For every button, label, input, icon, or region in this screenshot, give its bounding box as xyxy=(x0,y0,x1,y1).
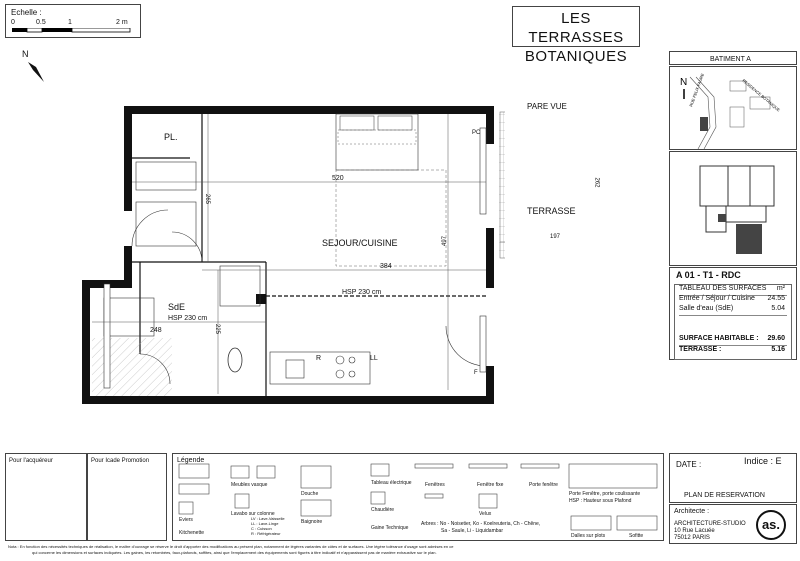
legend-item-dalles: Dalles sur plots xyxy=(571,533,606,539)
surfaces-unit: m² xyxy=(776,285,785,292)
plan-type-label: PLAN DE RESERVATION xyxy=(684,492,765,499)
architect-logo xyxy=(756,510,786,540)
legend-arbres2: Sa - Saule, Li - Liquidambar xyxy=(441,528,503,534)
legend-appliance-ll: LL : Lave-Linge xyxy=(251,521,279,526)
dim-197: 197 xyxy=(550,234,561,240)
legend-item-fenetres: Fenêtres xyxy=(425,482,445,488)
architect-logo-text: as. xyxy=(761,517,781,532)
legend-item-douche: Douche xyxy=(301,491,319,497)
scale-label: Echelle : xyxy=(11,8,42,17)
scale-tick-1: 1 xyxy=(68,19,72,26)
legend-item-sofitte: Sofitte xyxy=(629,533,644,539)
unit-sep1: - xyxy=(697,270,701,280)
scale-tick-05: 0.5 xyxy=(36,19,46,26)
surfaces-box xyxy=(669,267,797,360)
surface-row-value: 5.04 xyxy=(771,305,785,312)
habitable-value: 29.60 xyxy=(767,335,785,342)
north-label: N xyxy=(22,49,29,59)
surface-row-label: Salle d'eau (SdE) xyxy=(679,305,734,312)
architect-addr1: 10 Rue Lacuée xyxy=(674,528,715,534)
legend-appliance-c: C : Cuisson xyxy=(251,526,272,531)
date-label: DATE : xyxy=(676,460,702,469)
north-arrow xyxy=(14,50,54,90)
project-title-box xyxy=(512,6,640,65)
architect-box xyxy=(669,504,797,544)
surface-row-value: 24.55 xyxy=(767,295,785,302)
legend-item-porte-coulissante: Porte Fenêtre, porte coulissante xyxy=(569,491,641,497)
floor-plan xyxy=(80,98,505,413)
dim-hsp: HSP 230 cm xyxy=(342,289,382,296)
room-pc: PC xyxy=(472,130,481,136)
legend-item-tableau: Tableau électrique xyxy=(371,480,412,486)
terrasse-label: TERRASSE xyxy=(527,206,576,216)
legend-item-porte-fenetre: Porte fenêtre xyxy=(529,482,558,488)
legend-item-kitchenette: Kitchenette xyxy=(179,530,205,536)
signature-promotion-box xyxy=(87,453,167,541)
room-f: F xyxy=(474,370,478,376)
project-title-line1: LES TERRASSES xyxy=(528,10,624,46)
site-north-label: N xyxy=(680,77,688,88)
legend-item-meubles: Meubles vasque xyxy=(231,482,268,488)
architect-label: Architecte : xyxy=(674,508,710,515)
unit-type: T1 xyxy=(702,270,714,280)
disclaimer xyxy=(8,544,668,556)
disclaimer-line1: Nota : En fonction des nécessités techniques de réalisation, le maître d'ouvrage se réserve le droit d'apporter des modifications au présent plan, notamment de légères variantes de côtes et de surfaces. Une légère tolérance d'usage sont admises en ce xyxy=(8,544,454,549)
legend-item-eviers: Eviers xyxy=(179,517,193,523)
disclaimer-line2: qui concerne les dimensions et surfaces indiquées. Les gaines, les retombées, faux-plafonds, soffites, ainsi que l'emplacement des équipements sont figurés à titre indicatif et n'apparaissent pas de manière exhaustive sur le plan. xyxy=(32,550,437,555)
legend-box xyxy=(172,453,664,541)
scale-tick-0: 0 xyxy=(11,19,15,26)
indice-label: Indice : E xyxy=(744,456,782,466)
level-plan-drawing xyxy=(670,152,796,265)
surface-row-label: Entrée / Séjour / Cuisine xyxy=(679,295,755,302)
legend-item-velux: Velux xyxy=(479,511,492,517)
unit-sep2: - xyxy=(715,270,719,280)
dim-225: 225 xyxy=(214,324,220,335)
architect-name: ARCHITECTURE-STUDIO xyxy=(674,521,746,527)
legend-item-gaine: Gaine Technique xyxy=(371,525,409,531)
room-sde: SdE xyxy=(168,302,186,312)
room-sejour: SEJOUR/CUISINE xyxy=(322,238,398,248)
pare-vue-label: PARE VUE xyxy=(527,102,567,111)
dim-497: 497 xyxy=(442,235,448,246)
scale-bar xyxy=(12,28,132,34)
surfaces-header: TABLEAU DES SURFACES xyxy=(679,285,767,292)
level-plan-box xyxy=(669,151,797,266)
room-ll: LL xyxy=(370,355,378,362)
site-street2: RESIDENCE BOTANIQUE xyxy=(741,77,782,113)
building-label-box xyxy=(669,51,797,65)
scale-tick-2: 2 m xyxy=(116,19,128,26)
dim-384: 384 xyxy=(380,263,392,270)
room-pl: PL. xyxy=(164,132,178,142)
north-arrow-icon xyxy=(14,50,54,90)
legend-appliance-r: R : Réfrigérateur xyxy=(251,531,281,536)
habitable-label: SURFACE HABITABLE : xyxy=(679,335,759,342)
site-plan-box xyxy=(669,66,797,150)
terrasse-surface-label: TERRASSE : xyxy=(679,346,722,353)
legend-arbres: Arbres : No - Noisetier, Ko - Koelreuteria, Ch - Chêne, xyxy=(421,521,541,527)
dim-520: 520 xyxy=(332,175,344,182)
unit-id xyxy=(676,270,741,280)
legend-item-baignoire: Baignoire xyxy=(301,519,323,525)
dim-262: 262 xyxy=(593,177,600,188)
site-street1: RUE FELIX FAURE xyxy=(688,72,705,108)
terrasse-surface-value: 5.16 xyxy=(771,346,785,353)
dim-248: 248 xyxy=(150,327,162,334)
unit-lot: A 01 xyxy=(676,270,695,280)
architect-addr2: 75012 PARIS xyxy=(674,535,710,541)
room-r: R xyxy=(316,355,322,362)
legend-item-lavabo: Lavabo sur colonne xyxy=(231,511,275,517)
scale-box xyxy=(5,4,141,38)
signature-promotion-label: Pour Icade Promotion xyxy=(91,458,150,464)
signature-acquereur-label: Pour l'acquéreur xyxy=(9,458,53,464)
legend-appliance-lv: LV : Lave-Vaisselle xyxy=(251,516,285,521)
legend-item-chaudiere: Chaudière xyxy=(371,507,395,513)
room-sde-hsp: HSP 230 cm xyxy=(168,315,208,322)
date-box xyxy=(669,453,797,503)
project-title-line2: BOTANIQUES xyxy=(524,48,628,65)
legend-title: Légende xyxy=(177,457,205,464)
legend-item-hsp: HSP : Hauteur sous Plafond xyxy=(569,498,632,504)
building-label: BATIMENT A xyxy=(710,56,751,63)
dim-265: 265 xyxy=(204,194,210,205)
legend-item-fenetre-fixe: Fenêtre fixe xyxy=(477,482,504,488)
unit-level: RDC xyxy=(721,270,741,280)
site-plan-drawing xyxy=(670,67,796,149)
signature-acquereur-box xyxy=(5,453,87,541)
